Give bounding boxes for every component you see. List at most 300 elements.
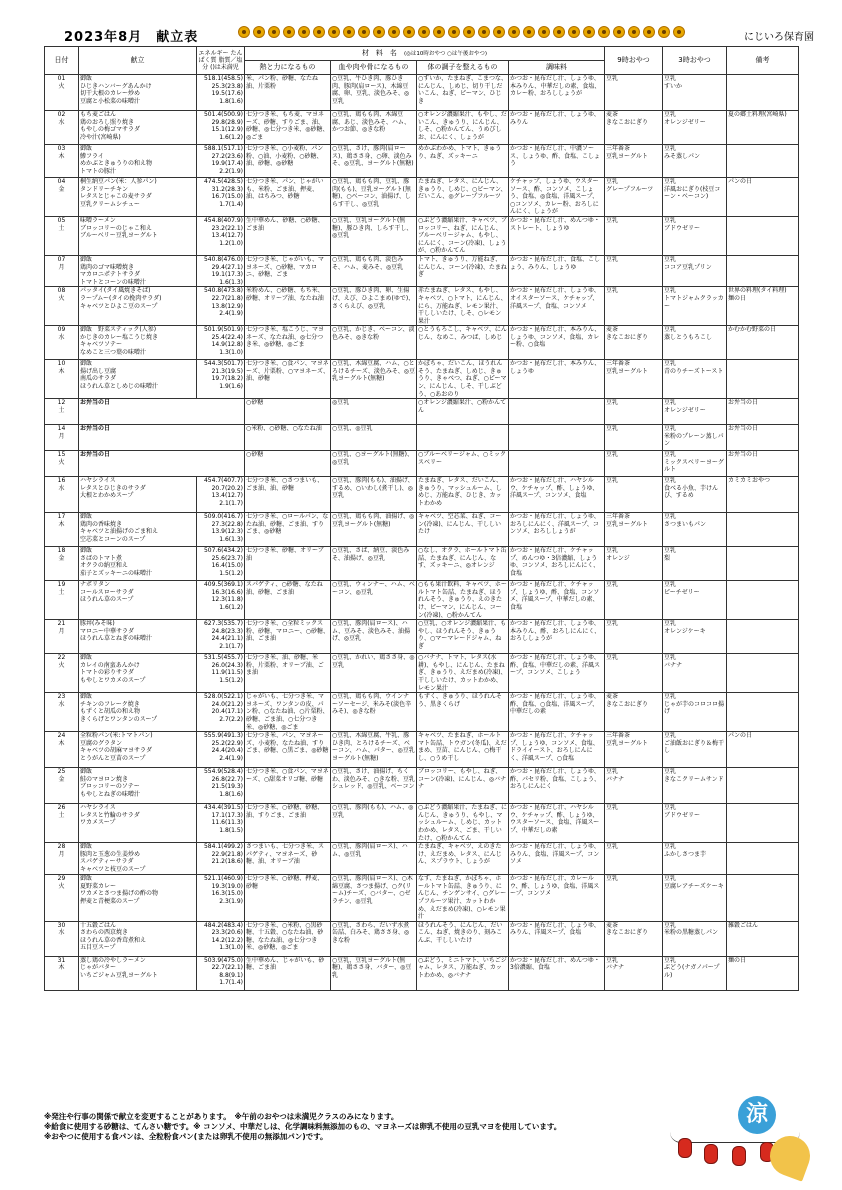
red-food-cell: 七分つき米、もち麦、マヨネーズ、砂糖、すりごま、油、砂糖、◎七分つき米、◎砂糖、◎ごま <box>245 111 331 145</box>
nutrition-cell: 454.7(407.7) 20.7(20.2) 13.4(12.7) 2.1(1.7) <box>197 477 245 513</box>
date-cell <box>45 75 79 111</box>
snack3-cell: 豆乳 豆腐レアチーズケーキ <box>663 875 727 922</box>
sunflower-icon <box>373 26 385 38</box>
nutrition-header: エネルギー たんぱく質 脂質／塩分 ()は未満児 <box>197 47 245 75</box>
snack3-cell: 豆乳 バナナ <box>663 654 727 693</box>
sunflower-icon <box>583 26 595 38</box>
yellow-food-cell: ○豆乳、鶏もも肉、淡色みそ、ハム、麦みそ、◎豆乳 <box>331 255 417 286</box>
sunflower-icon <box>283 26 295 38</box>
date-number: 12 <box>57 399 66 407</box>
yellow-food-cell: ○豆乳、豚肉(肩ロース)、○木綿豆腐、さつま揚げ、○ク(リーム)チーズ、○バター、○ゼラチン、◎豆乳 <box>331 875 417 922</box>
seasoning-cell <box>509 451 605 477</box>
remarks-header: 備考 <box>727 47 799 75</box>
cool-badge: 涼 <box>738 1096 776 1134</box>
bento-day-label: お弁当の日 <box>79 451 245 477</box>
green-food-cell: ○ぶどう濃縮果汁、キャベツ、ブロッコリー、ねぎ、にんじん、ブルーベリージャム、もやし、にんにく、コーン(冷凍)、しょうが、○粉かんてん <box>418 216 507 255</box>
seasoning-cell: かつお・昆布だし汁、しょうゆ、オイスターソース、ケチャップ、洋風スープ、食塩、コンソメ <box>509 287 605 326</box>
menu-cell: 御飯 カレイの南蛮あんかけ トマトの彩りサラダ もやしとワカメのスープ <box>79 654 197 693</box>
snack9-cell: 豆乳 <box>605 620 663 654</box>
snack9-cell: 麦茶 きなこおにぎり <box>605 111 663 145</box>
menu-row <box>45 547 799 581</box>
green-food-cell: ○ブルーベリージャム、○ミックスベリー <box>417 451 509 477</box>
green-food-cell: キャベツ、たまねぎ、ホールトマト缶詰、トウガン(冬瓜)、えだまめ、豆苗、にんじん、○梅干し、○うめ干し <box>417 732 509 768</box>
weekday: 水 <box>58 484 65 492</box>
date-cell <box>45 399 79 425</box>
date-number: 28 <box>57 843 66 851</box>
weekday: 木 <box>58 152 65 160</box>
date-cell <box>45 547 79 581</box>
sunflower-icon <box>253 26 265 38</box>
date-number: 04 <box>57 178 66 185</box>
yellow-food-cell: ◎豆乳 <box>331 399 417 425</box>
snack3-cell: 豆乳 ミックスベリーヨーグルト <box>663 451 727 477</box>
sunflower-icon <box>643 26 655 38</box>
red-food-cell: 七分つき米、○小麦粉、パン粉、○油、小麦粉、○砂糖、油、砂糖、◎砂糖 <box>245 145 331 178</box>
snack9-cell: 豆乳 <box>605 287 663 326</box>
weekday: 月 <box>58 627 65 635</box>
sunflower-icon <box>658 26 670 38</box>
green-food-cell: ○なし、オクラ、ホールトマト缶詰、たまねぎ、にんじん、なす、ズッキーニ、◎オレンジ <box>417 547 509 581</box>
menu-header: 献立 <box>79 47 197 75</box>
snack3-cell: 豆乳 ご油飯おにぎり＆梅干し <box>663 732 727 768</box>
weekday: 木 <box>58 520 65 528</box>
date-cell <box>45 477 79 513</box>
green-food-cell: ○豆乳、○オレンジ濃縮果汁、もやし、ほうれんそう、きゅうり、○マーマレードジャム、ねぎ <box>417 620 509 654</box>
menu-cell: 全粒粉パン(米:トマトパン) 豆腐のグラタン キャベツの胡麻マヨサラダ とうがんと豆苗のスープ <box>79 732 197 768</box>
nutrition-cell: 518.1(458.5) 25.3(23.8) 19.5(17.6) 1.8(1.6) <box>197 75 245 111</box>
yellow-food-cell: ○豆乳、鶏もも肉、木綿豆腐、あじ、淡色みそ、ハム、かつお節、◎きな粉 <box>331 111 417 145</box>
sunflower-icon <box>568 26 580 38</box>
sunflower-icon <box>268 26 280 38</box>
snack3-cell: 豆乳 すいか <box>663 75 727 111</box>
red-food-cell: 七分つき米、○砂糖、押麦、砂糖 <box>245 875 331 922</box>
menu-table <box>44 46 799 991</box>
sunflower-icon <box>388 26 400 38</box>
yellow-food-cell: ○豆乳、豆乳ヨーグルト(無糖)、鶏ささ身、バター、◎豆乳 <box>331 956 417 990</box>
seasoning-cell: ケチャップ、しょうゆ、ウスターソース、酢、コンソメ、こしょう、食塩、◎食塩、洋風スープ、○コンソメ、カレー粉、おろしにんにく、しょうが <box>509 178 605 217</box>
nutrition-cell: 409.5(369.1) 16.3(16.6) 12.3(11.8) 1.6(1.2) <box>197 581 245 620</box>
nutrition-cell: 503.9(475.0) 22.7(22.1) 8.8(9.1) 1.7(1.4) <box>197 956 245 990</box>
snack3-cell: 豆乳 梨 <box>663 547 727 581</box>
snack3-cell: 豆乳 青のりチーズトースト <box>663 360 727 399</box>
date-cell <box>45 178 79 217</box>
snack3-cell: 豆乳 ふかしさつま芋 <box>663 843 727 875</box>
remarks-cell: お弁当の日 <box>727 425 799 451</box>
yellow-food-cell: ○豆乳、○ヨーグルト(無糖)、◎豆乳 <box>331 451 417 477</box>
menu-cell: 豚丼(みそ味) マロニー中華サラダ ほうれん草とねぎの味噌汁 <box>79 620 197 654</box>
date-number: 26 <box>57 804 66 812</box>
footer-note-1: ※発注や行事の関係で献立を変更することがあります。 ※午前のおやつは未満児クラスのみになります。 <box>44 1112 399 1121</box>
snack9-cell: 豆乳 <box>605 581 663 620</box>
nutrition-cell: 509.0(416.7) 27.3(22.8) 13.9(12.3) 1.6(1.3) <box>197 513 245 547</box>
seasoning-cell: かつお・昆布だし汁、しょうゆ、酢、パセリ粉、食塩、こしょう、おろしにんにく <box>509 768 605 804</box>
date-cell <box>45 451 79 477</box>
menu-cell: 御飯 鯵フライ めかぶときゅうりの和え物 トマトの豚汁 <box>79 145 197 178</box>
sunflower-icon <box>673 26 685 38</box>
sunflower-icon <box>238 26 250 38</box>
school-name: にじいろ保育園 <box>744 32 814 43</box>
red-food-cell: 生中華めん、じゃがいも、砂糖、ごま油 <box>245 956 331 990</box>
menu-row <box>45 360 799 399</box>
menu-row <box>45 216 799 255</box>
date-number: 25 <box>57 768 66 776</box>
yellow-food-cell: ○豆乳、鶏もも肉、豆乳、豚肉(もも)、豆乳ヨーグルト(無糖)、○ベーコン、油揚げ、しらす干し、◎豆乳 <box>331 178 417 217</box>
red-food-cell: さつまいも、七分つき米、スパゲティ、マヨネーズ、砂糖、油、オリーブ油 <box>245 843 331 875</box>
menu-row <box>45 875 799 922</box>
sunflower-icon <box>463 26 475 38</box>
snack9-cell: 麦茶 きなこおにぎり <box>605 693 663 732</box>
date-cell <box>45 581 79 620</box>
red-food-cell: じゃがいも、七分つき米、マヨネーズ、ワンタンの皮、パン粉、○なたね油、○片栗粉、砂糖、ごま油、○七分つき米、◎砂糖、◎ごま <box>245 693 331 732</box>
weekday: 金 <box>58 775 65 783</box>
menu-cell: パッタイ(タイ風焼きそば) ラープムー(タイの挽肉サラダ) キャベツとひよこ豆のスープ <box>79 287 197 326</box>
green-food-cell: ほうれんそう、にんじん、だいこん、ねぎ、焼きのり、刻みこんぶ、干ししいたけ <box>417 921 509 956</box>
snack3-cell: 豆乳 食べる小魚、芋けんぴ、するめ <box>663 477 727 513</box>
menu-row <box>45 178 799 217</box>
snack3-cell: 豆乳 ぶどう(ナガノパープル) <box>663 956 727 990</box>
remarks-cell <box>727 620 799 654</box>
date-cell <box>45 921 79 956</box>
menu-row <box>45 921 799 956</box>
snack3-cell: 豆乳 みそ蒸しパン <box>663 145 727 178</box>
menu-cell: 御飯 鶏肉のゴマ味噌焼き マカロニポテトサラダ トマトとコーンの味噌汁 <box>79 255 197 286</box>
date-cell <box>45 732 79 768</box>
weekday: 火 <box>58 82 65 90</box>
nutrition-cell: 507.6(434.2) 25.6(23.7) 16.4(15.0) 1.5(1.2) <box>197 547 245 581</box>
bento-day-label: お弁当の日 <box>79 425 245 451</box>
weekday: 木 <box>58 739 65 747</box>
weekday: 水 <box>58 333 65 341</box>
date-number: 14 <box>57 425 66 433</box>
green-food-cell: ○もも果汁飲料、キャベツ、ホールトマト缶詰、たまねぎ、ほうれんそう、きゅうり、えのきたけ、ピーマン、にんじん、コーン(冷凍)、○粉かんてん <box>418 581 507 619</box>
weekday: 金 <box>58 185 65 193</box>
menu-row <box>45 255 799 286</box>
menu-cell: ナポリタン コールスローサラダ ほうれん草のスープ <box>79 581 197 620</box>
menu-row <box>45 287 799 326</box>
seasoning-cell: かつお・昆布だし汁、カレールウ、酢、しょうゆ、食塩、洋風スープ、コンソメ <box>509 875 605 922</box>
date-number: 24 <box>57 732 66 740</box>
nutrition-cell: 484.2(483.4) 23.3(20.6) 14.2(12.2) 1.3(1.0) <box>197 921 245 956</box>
yellow-food-cell: ○豆乳、さけ、豚肉(肩ロース)、鶏ささ身、○卵、淡色みそ、◎豆乳、ヨーグルト(無糖) <box>331 145 417 178</box>
menu-cell: 御飯 野菜スティック(人参) かじきのカレー塩こうじ焼き キャベツソテー なめこと三つ葉の味噌汁 <box>79 326 197 360</box>
date-cell <box>45 768 79 804</box>
menu-cell: ハヤシライス レタスと竹輪のサラダ ワカメスープ <box>79 804 197 843</box>
green-food-cell: もずく、きゅうり、ほうれんそう、黒きくらげ <box>417 693 509 732</box>
remarks-cell <box>727 255 799 286</box>
date-number: 17 <box>57 513 66 521</box>
nutrition-cell: 501.4(500.9) 29.8(28.9) 15.1(12.9) 1.6(1.2) <box>197 111 245 145</box>
sunflower-icon <box>538 26 550 38</box>
red-food-cell: 七分つき米、○砂糖、砂糖、油、すりごま、ごま油 <box>245 804 331 843</box>
red-food-cell: 七分つき米、パン、マヨネーズ、小麦粉、なたね油、すりごま、砂糖、○黒ごま、◎砂糖 <box>245 732 331 768</box>
date-cell <box>45 216 79 255</box>
yellow-food-cell: ○豆乳、豚ひき肉、卵、生揚げ、えび、ひよこまめ(ゆで)、さくらえび、◎豆乳 <box>331 287 417 326</box>
weekday: 火 <box>58 882 65 890</box>
sunflower-icon <box>343 26 355 38</box>
yellow-food-cell: ○豆乳、さわら、だいず水煮缶詰、白みそ、鶏ささ身、◎きな粉 <box>331 921 417 956</box>
green-food-cell: なす、たまねぎ、かぼちゃ、ホールトマト缶詰、きゅうり、にんじん、チンゲンサイ、○グレープフルーツ果汁、カットわかめ、えだまめ(冷凍)、○レモン果汁 <box>417 875 509 922</box>
nutrition-cell: 531.5(455.7) 26.0(24.3) 11.9(11.5) 1.5(1.2) <box>197 654 245 693</box>
snack3-header: 3時おやつ <box>663 47 727 75</box>
red-food-cell: 七分つき米、○食パン、マヨネーズ、片栗粉、○マヨネーズ、油、砂糖 <box>245 360 331 399</box>
green-food-cell: ○オレンジ濃縮果汁、もやし、だいこん、きゅうり、にんじん、しそ、○粉かんてん、うめびしお、にんにく、しょうが <box>417 111 509 145</box>
remarks-cell: 夏の郷土料理(宮崎県) <box>727 111 799 145</box>
snack9-cell: 豆乳 オレンジ <box>605 547 663 581</box>
snack9-cell: 麦茶 きなこおにぎり <box>605 326 663 360</box>
date-number: 19 <box>57 581 66 589</box>
date-cell <box>45 654 79 693</box>
seasoning-cell: かつお・昆布だし汁、しょうゆ、みりん、食塩、洋風スープ、コンソメ <box>509 843 605 875</box>
red-food-cell: 七分つき米、○食パン、マヨネーズ、○甜菜オリゴ糖、砂糖 <box>245 768 331 804</box>
remarks-cell: お弁当の日 <box>727 399 799 425</box>
remarks-cell: かむかむ野菜の日 <box>727 326 799 360</box>
snack9-cell: 豆乳 <box>605 425 663 451</box>
menu-row <box>45 654 799 693</box>
snack3-cell: 豆乳 米粉のプレーン蒸しパン <box>663 425 727 451</box>
weekday: 火 <box>58 661 65 669</box>
date-cell <box>45 326 79 360</box>
seasoning-cell <box>509 425 605 451</box>
date-number: 15 <box>57 451 66 459</box>
snack3-cell: 豆乳 オレンジケーキ <box>663 620 727 654</box>
snack3-cell: 豆乳 トマトジャムクラッカー <box>663 287 727 326</box>
date-number: 10 <box>57 360 66 368</box>
snack3-cell: 豆乳 オレンジゼリー <box>663 111 727 145</box>
date-cell <box>45 513 79 547</box>
snack9-cell: 豆乳 <box>605 654 663 693</box>
footer-note-3: ※おやつに使用する食パンは、全粒粉食パン(または卵乳不使用の無添加パン)です。 <box>44 1132 328 1141</box>
sunflower-icon <box>358 26 370 38</box>
date-header: 日付 <box>45 47 79 75</box>
nutrition-cell: 501.9(501.9) 25.4(22.4) 14.9(12.8) 1.3(1.0) <box>197 326 245 360</box>
date-number: 01 <box>57 75 66 82</box>
menu-cell: 蒸し鶏の冷やしラーメン じゃがバター いちごジャム豆乳ヨーグルト <box>79 956 197 990</box>
menu-row <box>45 513 799 547</box>
menu-row <box>45 451 799 477</box>
remarks-cell <box>727 804 799 843</box>
weekday: 土 <box>58 406 65 414</box>
nutrition-cell: 528.0(522.1) 24.0(21.2) 20.4(17.1) 2.7(2.2) <box>197 693 245 732</box>
date-cell <box>45 620 79 654</box>
snack9-cell: 三年番茶 豆乳ヨーグルト <box>605 513 663 547</box>
remarks-cell <box>727 581 799 620</box>
remarks-cell <box>727 216 799 255</box>
sunflower-icon <box>313 26 325 38</box>
snack9-cell: 三年番茶 豆乳ヨーグルト <box>605 732 663 768</box>
date-number: 07 <box>57 255 66 263</box>
seasoning-cell: かつお・昆布だし汁、本みりん、しょうゆ <box>509 360 605 399</box>
snack9-cell: 麦茶 きなこおにぎり <box>605 921 663 956</box>
remarks-cell <box>727 693 799 732</box>
red-food-cell: 七分つき米、○米粉、○黒砂糖、十五穀、○なたね油、砂糖、なたね油、◎七分つき米、◎砂糖、◎ごま <box>245 921 331 956</box>
seasoning-cell: かつお・昆布だし汁、ハヤシルウ、ケチャップ、酢、しょうゆ、洋風スープ、コンソメ、食塩 <box>509 477 605 513</box>
nutrition-cell: 540.8(473.8) 22.7(21.8) 13.8(12.9) 2.4(1.9) <box>197 287 245 326</box>
menu-row <box>45 399 799 425</box>
menu-row <box>45 804 799 843</box>
menu-cell: 御飯 揚げ出し豆腐 南瓜のサラダ ほうれん草としめじの味噌汁 <box>79 360 197 399</box>
date-cell <box>45 287 79 326</box>
sunflower-icon <box>403 26 415 38</box>
seasoning-cell: かつお・昆布だし汁、ケチャップ、しょうゆ、酢、食塩、コンソメ、洋風スープ、中華だしの素、食塩 <box>509 581 605 620</box>
yellow-food-cell: ○豆乳、鶏もも肉、油揚げ、◎豆乳ヨーグルト(無糖) <box>331 513 417 547</box>
green-food-cell: ○バナナ、トマト、レタス(水耕)、もやし、にんじん、たまねぎ、きゅうり、えだまめ(冷凍)、干ししいたけ、カットわかめ、レモン果汁 <box>417 654 509 693</box>
menu-row <box>45 111 799 145</box>
yellow-food-cell: ○豆乳、さば、納豆、淡色みそ、油揚げ、◎豆乳 <box>331 547 417 581</box>
menu-cell: 御飯 鮭のマヨロン焼き ブロッコリーのソテー もやしとねぎの味噌汁 <box>79 768 197 804</box>
nutrition-cell: 544.3(501.7) 21.3(19.5) 19.7(18.2) 1.9(1.6) <box>197 360 245 399</box>
sunflower-icon <box>493 26 505 38</box>
remarks-cell: 雑穀ごはん <box>727 921 799 956</box>
menu-cell: 十五穀ごはん さわらの西京焼き ほうれん草の香茸煮和え 五目豆スープ <box>79 921 197 956</box>
snack3-cell: 豆乳 洋風おにぎり(枝豆コーン・ベーコン) <box>663 178 727 217</box>
nutrition-cell: 554.9(528.4) 26.8(22.7) 21.5(19.3) 1.8(1.6) <box>197 768 245 804</box>
yellow-food-cell: ○豆乳、豚肉(もも)、ハム、◎豆乳 <box>331 804 417 843</box>
snack9-cell: 豆乳 グレープフルーツ <box>605 178 663 217</box>
date-cell <box>45 956 79 990</box>
green-food-cell: たまねぎ、レタス、にんじん、きゅうり、しめじ、○ビーマン、だいこん、◎グレープフルーツ <box>417 178 509 217</box>
weekday: 水 <box>58 118 65 126</box>
nutrition-cell: 540.8(476.0) 29.4(27.1) 19.1(17.3) 1.6(1.3) <box>197 255 245 286</box>
sunflower-icon <box>418 26 430 38</box>
seasoning-cell: かつお・昆布だし汁、食塩、こしょう、みりん、しょうゆ <box>509 255 605 286</box>
red-food-cell: スパゲティ、○砂糖、なたね油、砂糖、ごま油 <box>245 581 331 620</box>
menu-cell: 桐生納豆パン(米：人参パン) タンドリーチキン レタスとじゃこの麦サラダ 豆乳クリームシチュー <box>79 178 197 217</box>
green-food-cell: ○オレンジ濃縮果汁、○粉かんてん <box>417 399 509 425</box>
sunflower-icon <box>598 26 610 38</box>
menu-cell: ハヤシライス レタスとひじきのサラダ 大根とわかめスープ <box>79 477 197 513</box>
yellow-food-cell: ○豆乳、ウィンナー、ハム、ベーコン、◎豆乳 <box>331 581 417 620</box>
sunflower-icon <box>613 26 625 38</box>
menu-row <box>45 956 799 990</box>
remarks-cell: 麺の日 <box>727 956 799 990</box>
sunflower-icon <box>508 26 520 38</box>
yellow-food-cell: ○豆乳、牛ひき肉、豚ひき肉、豚肉(肩ロース)、木綿豆腐、卵、豆乳、淡色みそ、◎豆乳 <box>331 75 417 111</box>
remarks-cell: パンの日 <box>727 178 799 217</box>
weekday: 木 <box>58 367 65 375</box>
green-food-cell: たまねぎ、レタス、だいこん、きゅうり、マッシュルーム、しめじ、万能ねぎ、ひじき、カットわかめ <box>417 477 509 513</box>
seasoning-cell: かつお・昆布だし汁、しょうゆ、みりん <box>509 111 605 145</box>
date-number: 03 <box>57 145 66 152</box>
weekday: 金 <box>58 554 65 562</box>
date-cell <box>45 804 79 843</box>
snack3-cell: 豆乳 蒸しとうもろこし <box>663 326 727 360</box>
red-food-cell: ○砂糖 <box>245 451 331 477</box>
menu-row <box>45 145 799 178</box>
nutrition-cell: 521.1(460.9) 19.3(19.0) 16.3(15.0) 2.3(1.9) <box>197 875 245 922</box>
menu-cell: 味噌ラーメン ブロッコリーのじゃこ和え ブルーベリー豆乳ヨーグルト <box>79 216 197 255</box>
weekday: 水 <box>58 929 65 937</box>
snack9-cell: 豆乳 <box>605 477 663 513</box>
snack3-cell: 豆乳 オレンジゼリー <box>663 399 727 425</box>
remarks-cell <box>727 547 799 581</box>
weekday: 木 <box>58 964 65 972</box>
weekday: 土 <box>58 224 65 232</box>
snack9-cell: 豆乳 <box>605 75 663 111</box>
weekday: 土 <box>58 588 65 596</box>
date-number: 16 <box>57 477 66 485</box>
date-cell <box>45 360 79 399</box>
menu-row <box>45 425 799 451</box>
seasoning-cell: かつお・昆布だし汁、めんつゆ・ストレート、しょうゆ <box>509 216 605 255</box>
menu-row <box>45 75 799 111</box>
seasoning-cell <box>509 399 605 425</box>
snack3-cell: 豆乳 さつまいもパン <box>663 513 727 547</box>
seasoning-cell: かつお・昆布だし汁、しょうゆ、本みりん、中華だしの素、食塩、カレー粉、おろししょうが <box>509 75 605 111</box>
nutrition-cell: 584.1(499.2) 22.9(21.8) 21.2(18.6) <box>197 843 245 875</box>
menu-row <box>45 326 799 360</box>
remarks-cell: パンの日 <box>727 732 799 768</box>
yellow-food-cell: ○豆乳、木綿豆腐、ハム、○とろけるチーズ、淡色みそ、◎豆乳ヨーグルト(無糖) <box>331 360 417 399</box>
snack9-cell: 豆乳 バナナ <box>605 768 663 804</box>
page-header <box>0 0 842 46</box>
red-food-cell: ○米粉、○砂糖、○なたね油 <box>245 425 331 451</box>
snack9-cell: 豆乳 <box>605 399 663 425</box>
date-cell <box>45 145 79 178</box>
menu-cell: 御飯 鶏肉の香味焼き キャベツと油揚げのごま和え 空芯菜とコーンのスープ <box>79 513 197 547</box>
snack9-cell: 三年番茶 豆乳ヨーグルト <box>605 145 663 178</box>
nutrition-cell: 627.3(535.7) 24.8(23.3) 24.4(21.1) 2.1(1.7) <box>197 620 245 654</box>
yellow-food-cell: ○豆乳、さけ、油揚げ、ちくわ、淡色みそ、○きな粉、豆乳シュレッド、◎豆乳、ベーコン <box>331 768 417 804</box>
snack3-cell: 豆乳 きなこクリームサンド <box>663 768 727 804</box>
yellow-food-cell: ○豆乳、豆乳ヨーグルト(無糖)、豚ひき肉、しらす干し、◎豆乳 <box>331 216 417 255</box>
red-food-cell: 七分つき米、○ロールパン、なたね油、砂糖、ごま油、すりごま、◎砂糖 <box>245 513 331 547</box>
sunflower-icon <box>478 26 490 38</box>
red-food-cell: 七分つき米、○全粒ミックス粉、砂糖、マロニー、○砂糖、油、ごま油 <box>245 620 331 654</box>
sunflower-icon <box>448 26 460 38</box>
menu-row <box>45 581 799 620</box>
date-cell <box>45 843 79 875</box>
green-food-cell: 赤たまねぎ、レタス、もやし、キャベツ、○トマト、にんじん、にら、万能ねぎ、レモン果汁、干ししいたけ、しそ、○レモン果汁 <box>418 287 507 325</box>
sunflower-icon <box>298 26 310 38</box>
page-title: 2023年8月 献立表 <box>64 30 199 45</box>
sunflower-icon <box>553 26 565 38</box>
red-food-cell: 生中華めん、砂糖、○砂糖、ごま油 <box>245 216 331 255</box>
yellow-food-cell: ○豆乳、鶏もも肉、ウインナーソーセージ、米みそ(淡色辛みそ)、◎きな粉 <box>331 693 417 732</box>
menu-cell: もち麦ごはん 鶏のおろし照り焼き もやしの梅ゴマサラダ 冷や汁(宮崎県) <box>79 111 197 145</box>
seasoning-cell: かつお・昆布だし汁、ケチャップ、めんつゆ・3倍濃縮、しょうゆ、コンソメ、おろしにんにく、食塩 <box>509 547 605 581</box>
remarks-cell: カミカミおやつ <box>727 477 799 513</box>
snack3-cell: 豆乳 ブドウゼリー <box>663 804 727 843</box>
footer-note-2: ※給食に使用する砂糖は、てんさい糖です。※ コンソメ、中華だしは、化学調味料無添加のもの、マヨネーズは卵乳不使用の豆乳マヨを使用しています。 <box>44 1122 562 1131</box>
remarks-cell <box>727 360 799 399</box>
menu-cell: 御飯 さばのトマト煮 オクラの納豆和え 茄子とズッキーニの味噌汁 <box>79 547 197 581</box>
date-number: 18 <box>57 547 66 555</box>
remarks-cell <box>727 843 799 875</box>
nutrition-cell: 434.4(391.5) 17.1(17.3) 11.6(11.3) 1.8(1.5) <box>197 804 245 843</box>
yellow-food-cell: ○豆乳、豚肉(もも)、油揚げ、するめ、○いわし(煮干し)、◎豆乳 <box>331 477 417 513</box>
red-food-cell: 七分つき米、パン、じゃがいも、米粉、ごま油、押麦、油、はちみつ、砂糖 <box>245 178 331 217</box>
seasoning-cell: かつお・昆布だし汁、ハヤシルウ、ケチャップ、酢、しょうゆ、ウスターソース、食塩、洋風スープ、中華だしの素 <box>509 804 605 843</box>
nutrition-cell: 555.9(491.3) 25.2(22.9) 24.4(20.4) 2.4(1.9) <box>197 732 245 768</box>
green-food-header: 体の調子を整えるもの <box>417 61 509 75</box>
weekday: 水 <box>58 700 65 708</box>
snack9-cell: 豆乳 <box>605 875 663 922</box>
date-number: 30 <box>57 921 66 929</box>
seasoning-cell: かつお・昆布だし汁、しょうゆ、おろしにんにく、洋風スープ、コンソメ、おろししょうが <box>509 513 605 547</box>
menu-row <box>45 620 799 654</box>
date-cell <box>45 111 79 145</box>
date-cell <box>45 693 79 732</box>
green-food-cell: ブロッコリー、もやし、ねぎ、コーン(冷凍)、にんじん、◎バナナ <box>417 768 509 804</box>
green-food-cell: ○ぶどう濃縮果汁、たまねぎ、にんじん、きゅうり、もやし、マッシュルーム、しめじ、カットわかめ、レタス、ごま、干しいたけ、○粉かんてん <box>418 804 507 842</box>
green-food-cell: ○ぶどう、ミニトマト、いちごジャム、レタス、万能ねぎ、カットわかめ、◎バナナ <box>417 956 509 990</box>
nutrition-cell: 588.1(517.1) 27.2(23.6) 19.9(17.4) 2.2(1.9) <box>197 145 245 178</box>
weekday: 月 <box>58 263 65 271</box>
yellow-food-cell: ○豆乳、かじき、ベーコン、淡色みそ、◎きな粉 <box>331 326 417 360</box>
yellow-food-cell: ○豆乳、豚肉(肩ロース)、ハム、◎豆乳 <box>331 843 417 875</box>
green-food-cell: たまねぎ、キャベツ、えのきたけ、えだまめ、レタス、にんじん、スプラウト、しょうが <box>417 843 509 875</box>
green-food-cell: トマト、きゅうり、万能ねぎ、にんじん、コーン(冷凍)、たまねぎ <box>417 255 509 286</box>
